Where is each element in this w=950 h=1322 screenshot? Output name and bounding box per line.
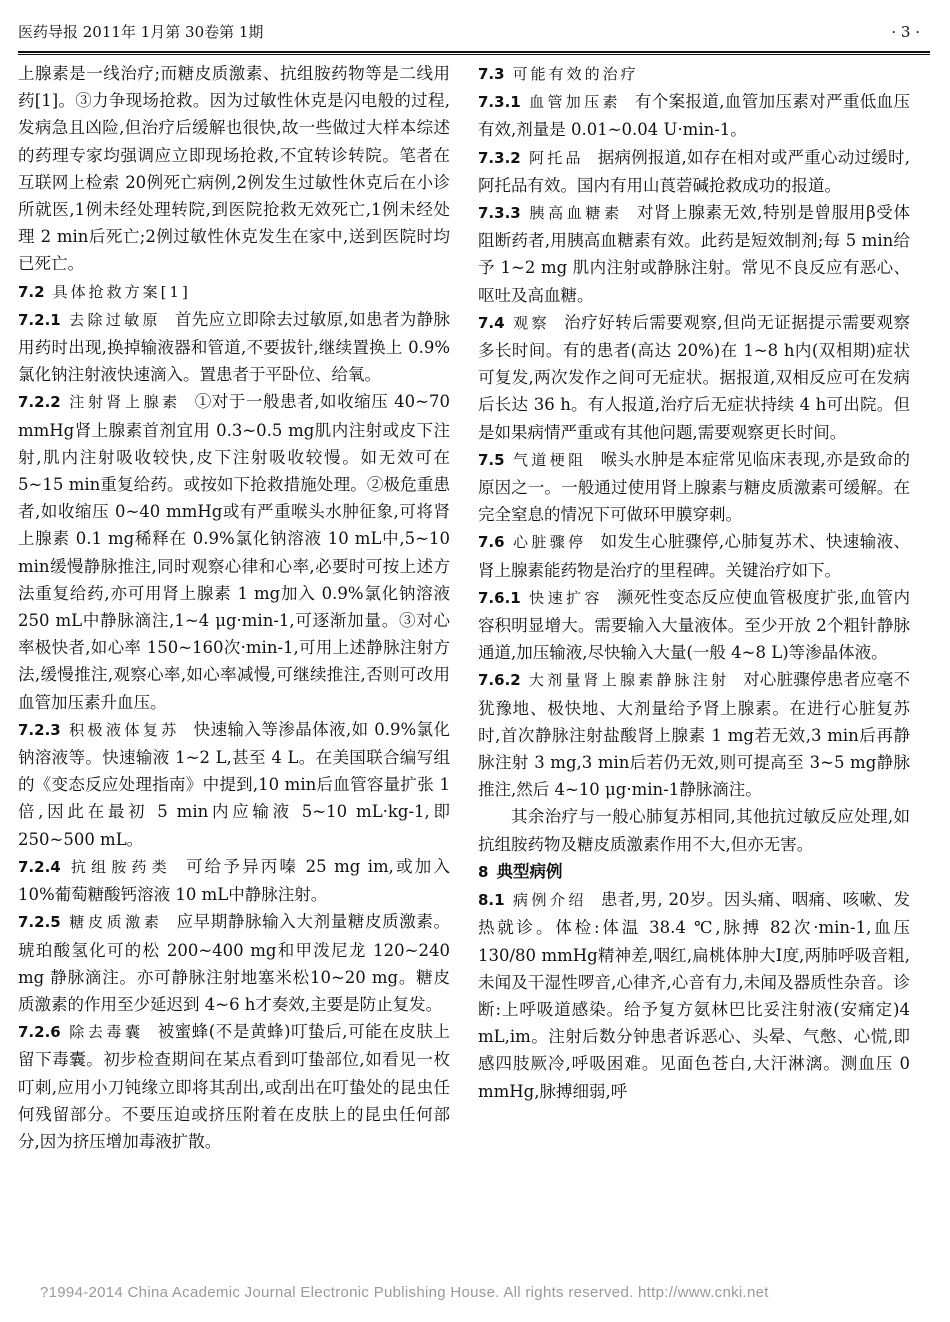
body-text: 治疗好转后需要观察,但尚无证据提示需要观察多长时间。有的患者(高达 20%)在 1~8 h内(双相期)症状可复发,两次发作之间可无症状。据报道,双相反应可在发病后长达 36 h。有人报道,治疗后无症状持续 4 h可出院。但是如果病情严重或有其他问题,需要观察更长时间。: [478, 312, 910, 442]
body-text: 如发生心脏骤停,心肺复苏术、快速输液、肾上腺素能药物是治疗的里程碑。关键治疗如下。: [478, 532, 910, 580]
copyright-footer: ?1994-2014 China Academic Journal Electronic Publishing House. All rights reserved. http://www.cnki.net: [40, 1284, 769, 1301]
section-heading: 糖皮质激素: [68, 913, 163, 932]
section-number: 7.6.2: [478, 671, 521, 690]
paragraph: [18, 278, 450, 306]
paragraph: [18, 388, 450, 715]
body-text: 患者,男, 20岁。因头痛、咽痛、咳嗽、发热就诊。体检:体温 38.4 ℃,脉搏 82次·min-1,血压 130/80 mmHg精神差,咽红,扁桃体肿大Ⅰ度,两肺呼吸音粗,未闻及干湿性啰音,心律齐,心音有力,未闻及器质性杂音。诊断:上呼吸道感染。给予复方氨林巴比妥注射液(安痛定)4 mL,im。注射后数分钟患者诉恶心、头晕、气憋、心慌,即感四肢厥冷,呼吸困难。见面色苍白,大汗淋漓。测血压 0 mmHg,脉搏细弱,呼: [478, 890, 910, 1101]
body-text: 上腺素是一线治疗;而糖皮质激素、抗组胺药物等是二线用药[1]。③力争现场抢救。因为过敏性休克是闪电般的过程,发病急且凶险,但治疗后缓解也很快,故一些做过大样本综述的药理专家均强调应立即现场抢救,不宜转诊转院。笔者在互联网上检索 20例死亡病例,2例发生过敏性休克后在小诊所就医,1例未经处理转院,到医院抢救无效死亡,1例未经处理 2 min后死亡;2例过敏性休克发生在家中,送到医院时均已死亡。: [18, 64, 450, 274]
paragraph: [18, 306, 450, 389]
body-text: 快速输入等渗晶体液,如 0.9%氯化钠溶液等。快速输液 1~2 L,甚至 4 L。在美国联合编写组的《变态反应处理指南》中提到,10 min后血管容量扩张 1倍,因此在最初 5 min内应输液 5~10 mL·kg-1,即 250~500 mL。: [18, 719, 450, 849]
section-number: 7.6.1: [478, 588, 521, 607]
section-heading: 积极液体复苏: [68, 720, 180, 739]
section-number: 7.2: [18, 282, 45, 301]
body-text: 据病例报道,如存在相对或严重心动过缓时,阿托品有效。国内有用山莨菪碱抢救成功的报道。: [478, 147, 910, 195]
section-number: 7.2.3: [18, 720, 61, 739]
header-rule: [18, 51, 930, 53]
body-text: ①对于一般患者,如收缩压 40~70 mmHg肾上腺素首剂宜用 0.3~0.5 mg肌内注射或皮下注射,肌内注射吸收较快,皮下注射吸收较慢。如无效可在 5~15 min重复给药。或按如下抢救措施处理。②极危重患者,如收缩压 0~40 mmHg或有严重喉头水肿征象,可将肾上腺素 0.1 mg稀释在 0.9%氯化钠溶液 10 mL中,5~10 min缓慢静脉推注,同时观察心律和心率,必要时可按上述方法重复给药,亦可用肾上腺素 1 mg加入 0.9%氯化钠溶液 250 mL中静脉滴注,1~4 μg·min-1,可逐渐加量。③对心率极快者,如心率 150~160次·min-1,可用上述静脉注射方法,缓慢推注,观察心率,如心率减慢,可继续推注,否则可改用血管加压素升血压。: [18, 392, 450, 712]
section-heading: 注射肾上腺素: [68, 393, 181, 412]
section-heading: 气道梗阻: [512, 450, 587, 469]
paragraph: [478, 803, 910, 857]
right-column: [478, 60, 910, 1105]
paragraph: [18, 908, 450, 1018]
paragraph: [478, 199, 910, 309]
section-heading: 阿托品: [528, 148, 584, 167]
section-number: 8: [478, 862, 489, 881]
paragraph: [478, 528, 910, 583]
section-heading: 抗组胺药类: [68, 857, 172, 876]
section-heading: 心脏骤停: [512, 533, 587, 552]
body-text: 对肾上腺素无效,特别是曾服用β受体阻断药者,用胰高血糖素有效。此药是短效制剂;每 5 min给予 1~2 mg 肌内注射或静脉注射。常见不良反应有恶心、呕吐及高血糖。: [478, 203, 910, 305]
paragraph: [478, 584, 910, 667]
page-number: · 3 ·: [891, 23, 920, 41]
paragraph: [478, 144, 910, 199]
body-text: 被蜜蜂(不是黄蜂)叮蛰后,可能在皮肤上留下毒囊。初步检查期间在某点看到叮蛰部位,如看见一枚叮刺,应用小刀钝缘立即将其刮出,或刮出在叮蛰处的昆虫任何残留部分。不要压迫或挤压附着在皮肤上的昆虫任何部分,因为挤压增加毒液扩散。: [18, 1022, 450, 1151]
section-number: 7.4: [478, 313, 505, 332]
body-text: 可给予异丙嗪 25 mg im,或加入 10%葡萄糖酸钙溶液 10 mL中静脉注射。: [18, 856, 450, 905]
body-text: 首先应立即除去过敏原,如患者为静脉用药时出现,换掉输液器和管道,不要拔针,继续置换上 0.9%氯化钠注射液快速滴入。置患者于平卧位、给氧。: [18, 309, 450, 385]
section-heading: 除去毒囊: [68, 1023, 144, 1042]
paragraph: [18, 60, 450, 278]
paragraph: [478, 886, 910, 1105]
section-heading: 胰高血糖素: [528, 204, 623, 223]
section-number: 7.6: [478, 533, 505, 552]
section-number: 7.2.2: [18, 393, 61, 412]
header-rule-thin: [18, 54, 930, 55]
section-number: 7.3.3: [478, 204, 521, 223]
paragraph: [18, 1018, 450, 1155]
paragraph: [478, 858, 910, 886]
body-text: 濒死性变态反应使血管极度扩张,血管内容积明显增大。需要输入大量液体。至少开放 2个粗针静脉通道,加压输液,尽快输入大量(一般 4~8 L)等渗晶体液。: [478, 587, 910, 663]
left-column: [18, 60, 450, 1155]
section-heading: 快速扩容: [528, 588, 603, 607]
section-number: 7.2.4: [18, 857, 61, 876]
body-text: 有个案报道,血管加压素对严重低血压有效,剂量是 0.01~0.04 U·min-1。: [478, 92, 910, 140]
section-number: 7.5: [478, 450, 505, 469]
section-heading: 病例介绍: [512, 891, 587, 910]
section-heading: 观察: [512, 313, 551, 332]
section-heading: 大剂量肾上腺素静脉注射: [528, 671, 730, 690]
body-text: 应早期静脉输入大剂量糖皮质激素。琥珀酸氢化可的松 200~400 mg和甲泼尼龙 120~240 mg 静脉滴注。亦可静脉注射地塞米松10~20 mg。糖皮质激素的作用至少延迟到 4~6 h才奏效,主要是防止复发。: [18, 912, 450, 1014]
section-number: 7.2.5: [18, 913, 61, 932]
section-heading: 可能有效的治疗: [512, 65, 639, 83]
paragraph: [478, 446, 910, 529]
section-number: 7.2.1: [18, 310, 61, 329]
section-heading: 具体抢救方案[1]: [52, 282, 191, 301]
section-number: 8.1: [478, 891, 505, 910]
paragraph: [478, 88, 910, 143]
section-number: 7.3.1: [478, 93, 521, 112]
section-number: 7.2.6: [18, 1023, 61, 1042]
body-text: 其余治疗与一般心肺复苏相同,其他抗过敏反应处理,如抗组胺药物及糖皮质激素作用不大,但亦无害。: [478, 807, 910, 854]
section-heading: 去除过敏原: [68, 310, 161, 329]
paragraph: [478, 60, 910, 88]
paragraph: [478, 666, 910, 803]
paragraph: [478, 309, 910, 446]
section-number: 7.3.2: [478, 148, 521, 167]
section-heading: 血管加压素: [528, 93, 621, 112]
paragraph: [18, 716, 450, 853]
body-text: 对心脏骤停患者应毫不犹豫地、极快地、大剂量给予肾上腺素。在进行心脏复苏时,首次静脉注射盐酸肾上腺素 1 mg若无效,3 min后再静脉注射 3 mg,3 min后若仍无效,则可提高至 3~5 mg静脉推注,然后 4~10 μg·min-1静脉滴注。: [478, 670, 910, 800]
section-number: 7.3: [478, 65, 505, 83]
body-text: 喉头水肿是本症常见临床表现,亦是致命的原因之一。一般通过使用肾上腺素与糖皮质激素可缓解。在完全窒息的情况下可做环甲膜穿刺。: [478, 449, 910, 525]
paragraph: [18, 853, 450, 908]
section-heading: 典型病例: [496, 861, 563, 881]
journal-citation: 医药导报 2011年 1月第 30卷第 1期: [18, 23, 264, 41]
